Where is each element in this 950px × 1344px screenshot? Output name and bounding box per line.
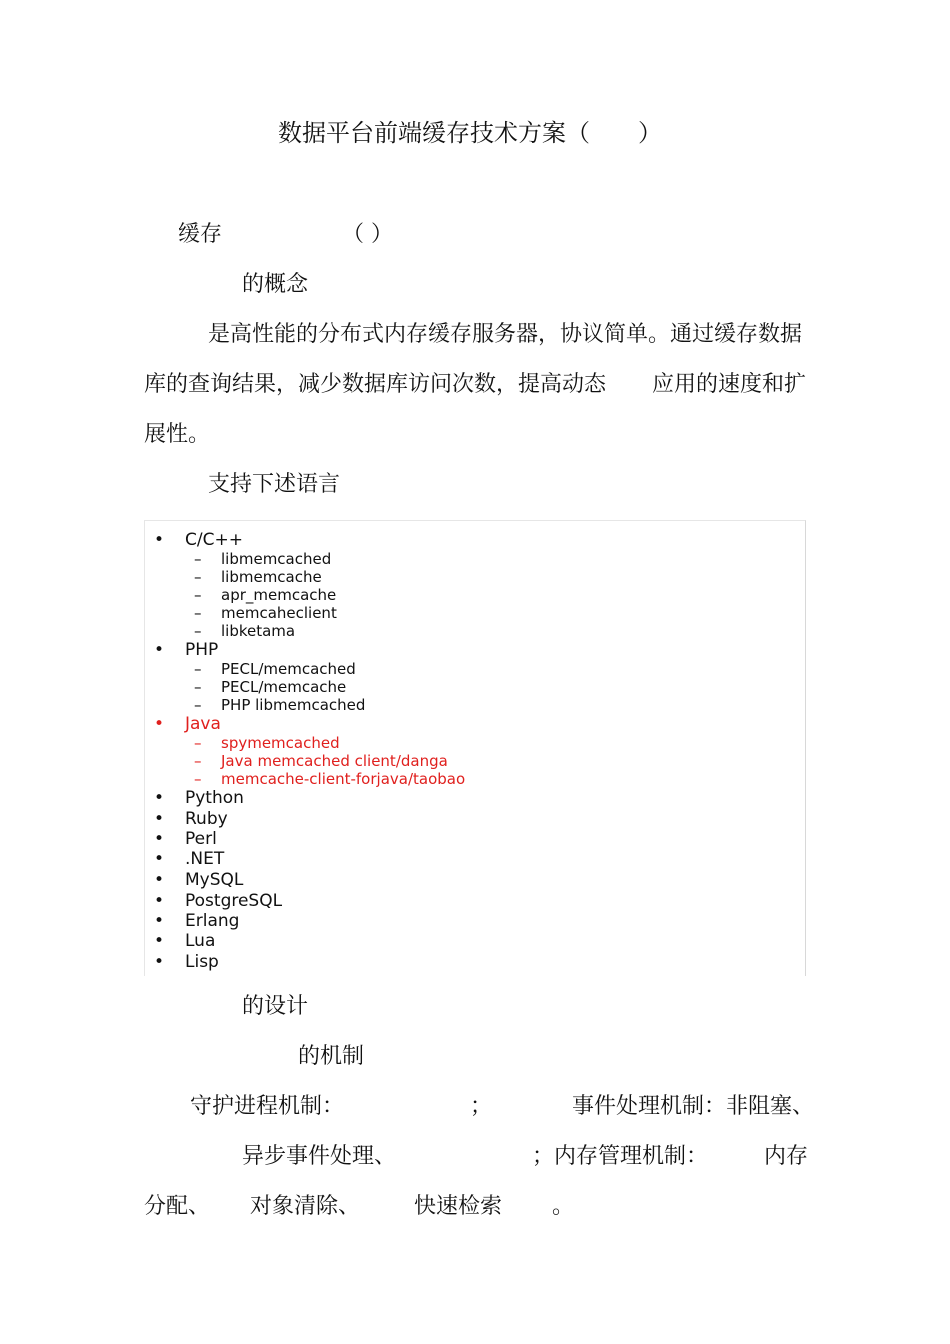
lang-cpp-item: – libmemcached (194, 550, 332, 568)
mech-alloc: 分配、 (144, 1194, 211, 1219)
lang-java-item: – memcache-client-forjava/taobao (194, 770, 466, 788)
lang-erlang: • Erlang (154, 911, 240, 931)
mech-daemon: 守护进程机制： (190, 1094, 345, 1119)
design-heading: 的设计 (242, 994, 309, 1019)
lang-python: • Python (154, 788, 244, 808)
paragraph-line-1: 是高性能的分布式内存缓存服务器，协议简单。通过缓存数据 (208, 322, 803, 347)
mech-search: 快速检索 (414, 1194, 503, 1219)
mech-clear: 对象清除、 (250, 1194, 361, 1219)
lang-cpp-item: – memcaheclient (194, 604, 337, 622)
lang-cpp-item: – apr_memcache (194, 586, 337, 604)
lang-php-item: – PECL/memcache (194, 678, 347, 696)
concept-heading: 的概念 (242, 272, 309, 297)
lang-ruby: • Ruby (154, 809, 228, 829)
paragraph-line-2a: 库的查询结果，减少数据库访问次数，提高动态 (144, 372, 607, 397)
supports-heading: 支持下述语言 (208, 472, 341, 497)
lang-php: • PHP (154, 640, 219, 660)
lang-postgresql: • PostgreSQL (154, 891, 283, 911)
doc-title: 数据平台前端缓存技术方案（ ） (278, 119, 662, 147)
mech-memory-tail: 内存 (764, 1144, 809, 1169)
lang-cpp: • C/C++ (154, 530, 243, 550)
lang-cpp-item: – libmemcache (194, 568, 322, 586)
lang-lua: • Lua (154, 931, 216, 951)
paragraph-line-2b: 应用的速度和扩 (652, 372, 807, 397)
mech-semicolon: ； (470, 1094, 493, 1119)
lang-mysql: • MySQL (154, 870, 244, 890)
lang-perl: • Perl (154, 829, 217, 849)
lang-dotnet: • .NET (154, 849, 225, 869)
lang-java-item: – spymemcached (194, 734, 340, 752)
section-heading-cache: 缓存 (178, 222, 223, 247)
section-heading-paren: （ ） (342, 222, 393, 247)
language-list-figure (144, 520, 806, 976)
mech-event: 事件处理机制：非阻塞、 (572, 1094, 815, 1119)
lang-php-item: – PHP libmemcached (194, 696, 366, 714)
lang-java: • Java (154, 714, 221, 734)
mechanism-heading: 的机制 (298, 1044, 365, 1069)
lang-java-item: – Java memcached client/danga (194, 752, 448, 770)
mech-memory: ；内存管理机制： (532, 1144, 709, 1169)
lang-cpp-item: – libketama (194, 622, 296, 640)
lang-php-item: – PECL/memcached (194, 660, 356, 678)
lang-lisp: • Lisp (154, 952, 219, 972)
mech-async: 异步事件处理、 (242, 1144, 397, 1169)
mech-end: 。 (552, 1194, 575, 1219)
paragraph-line-3: 展性。 (144, 422, 211, 447)
